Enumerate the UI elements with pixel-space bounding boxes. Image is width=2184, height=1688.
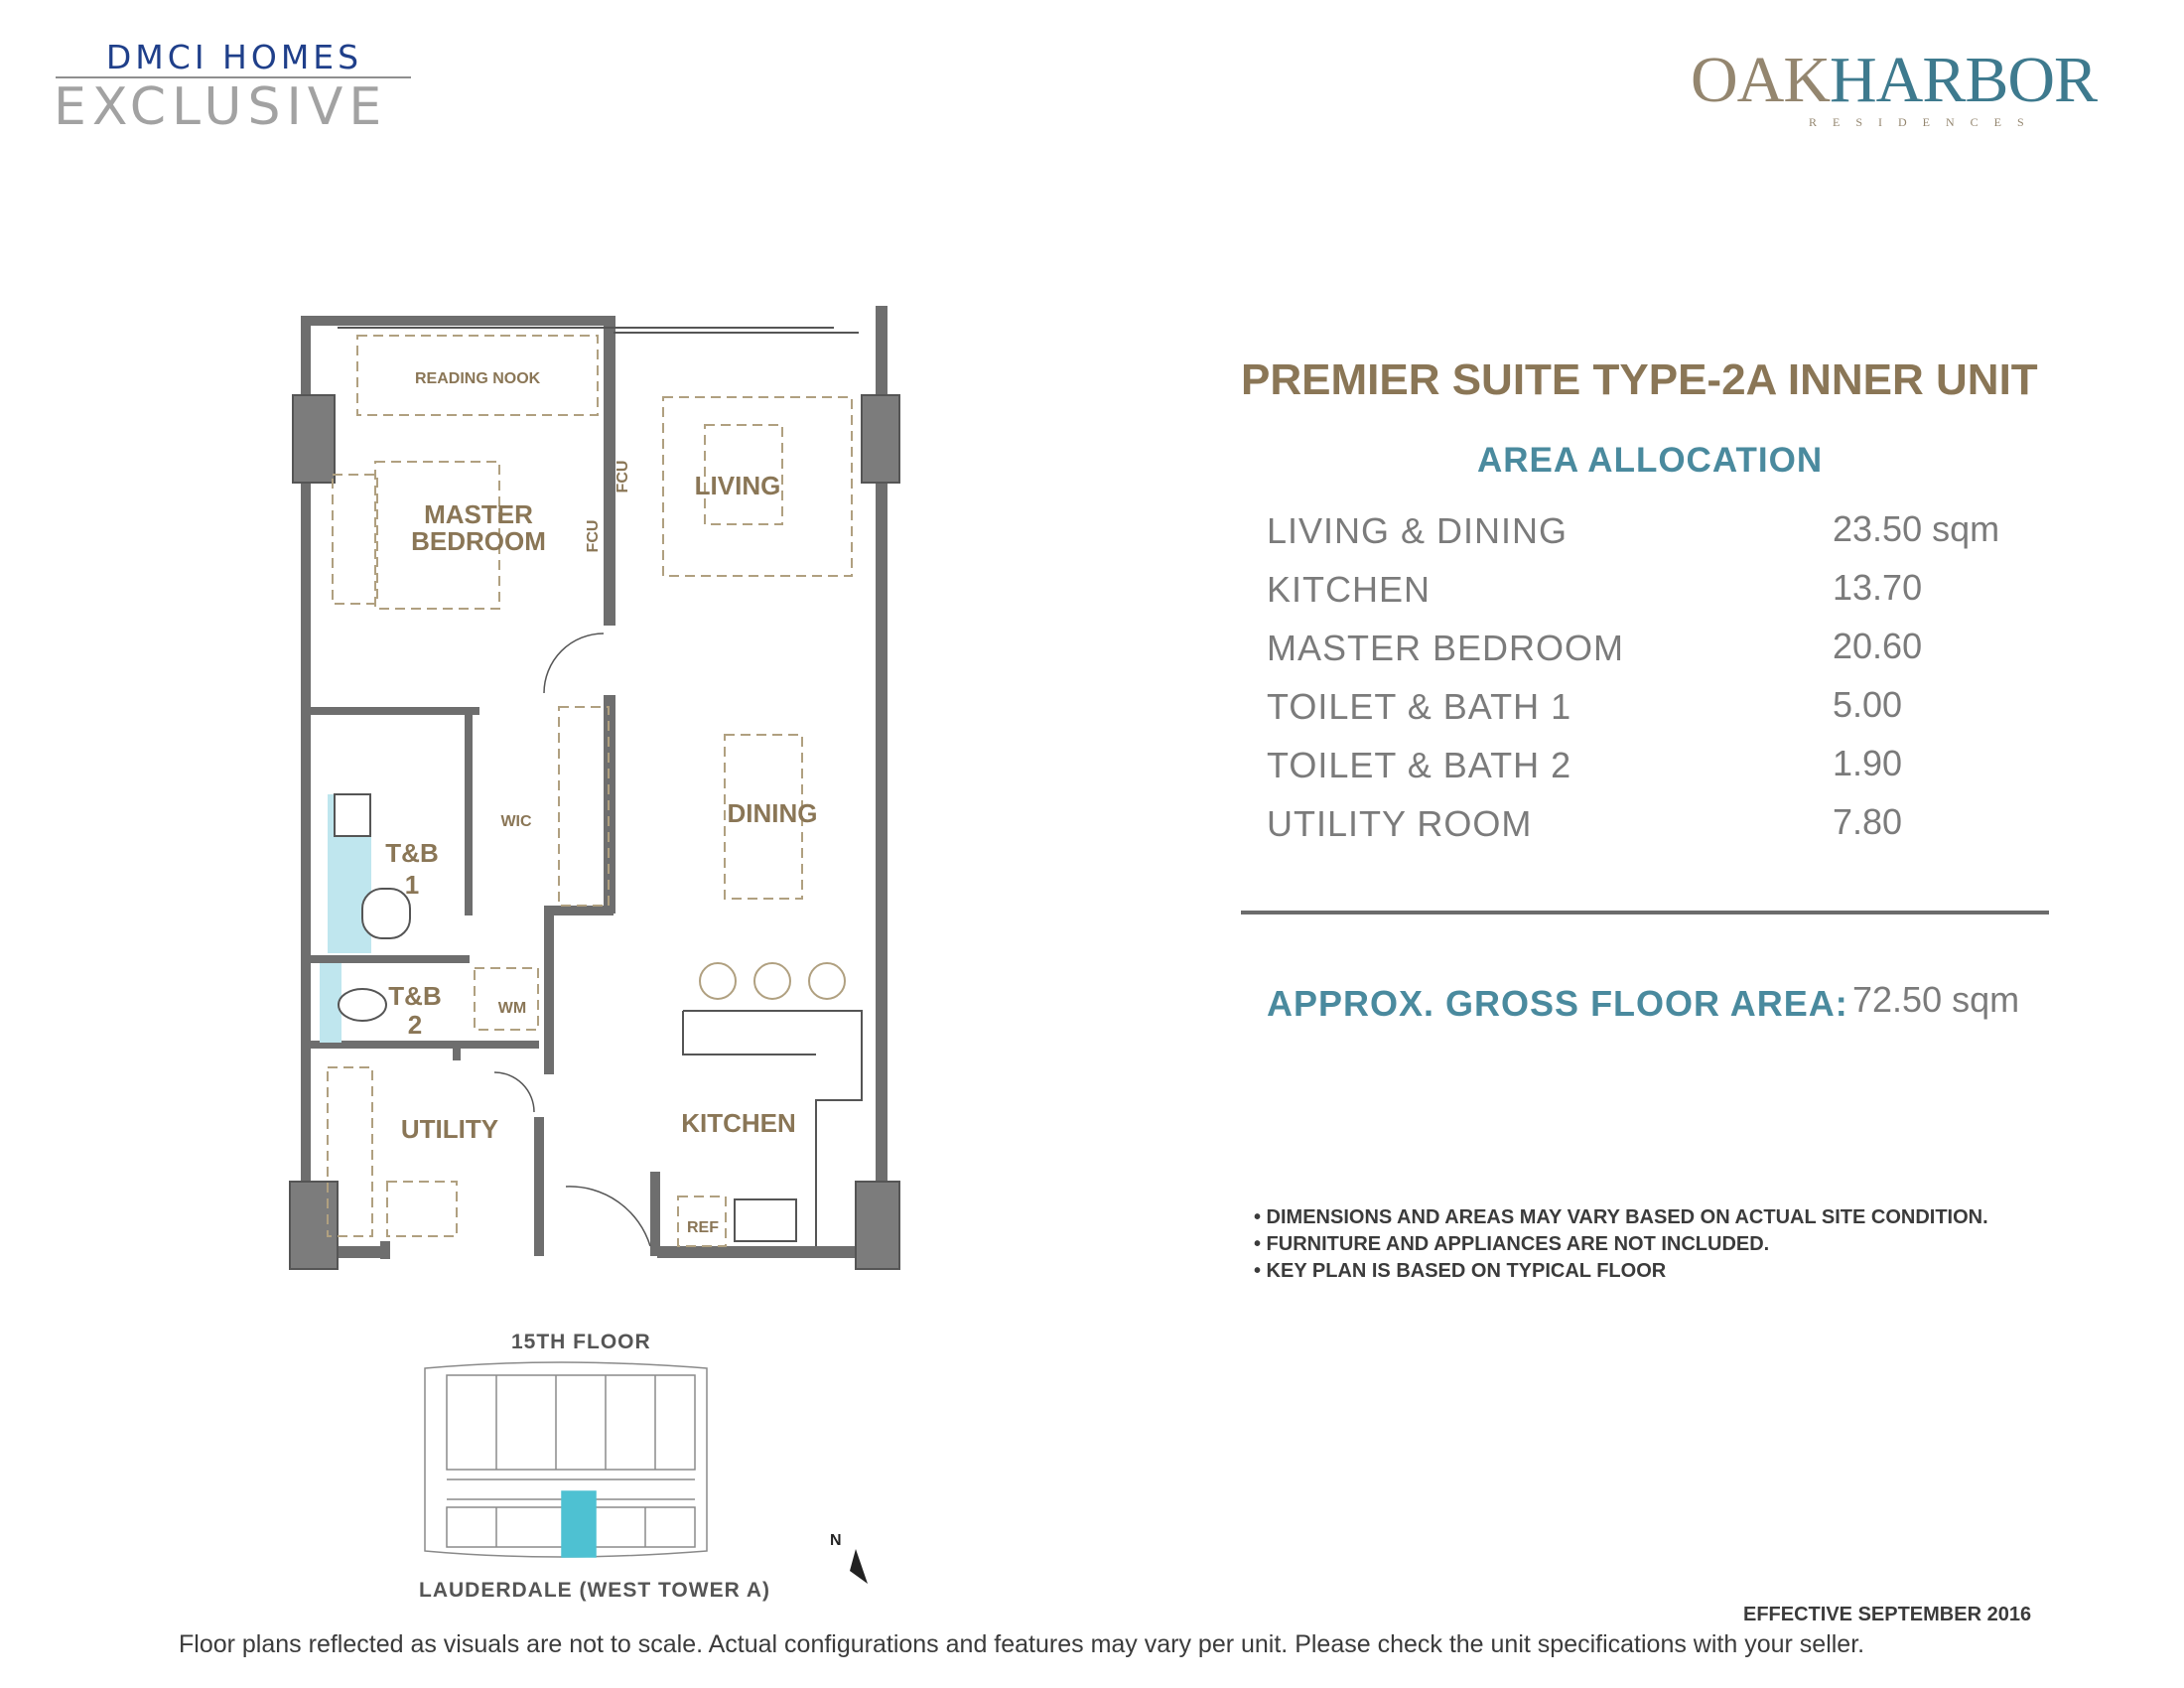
logo-part-1: OAK (1691, 44, 1830, 116)
living-label: LIVING (694, 471, 781, 500)
area-label: TOILET & BATH 2 (1267, 745, 1572, 785)
notes-list (1254, 1204, 1988, 1285)
gross-area-label: APPROX. GROSS FLOOR AREA: (1267, 983, 1848, 1024)
area-row (1267, 803, 2041, 862)
section-divider (1241, 911, 2049, 914)
bar-stools (700, 963, 845, 999)
logo-part-2: HARBOR (1830, 44, 2098, 116)
tb1-label-1: T&B (385, 838, 439, 868)
area-row (1267, 569, 2041, 628)
door-swings (494, 633, 650, 1246)
ref-label: REF (687, 1219, 719, 1236)
area-row (1267, 745, 2041, 803)
area-allocation-heading: AREA ALLOCATION (1477, 441, 1824, 480)
kitchen-label: KITCHEN (681, 1108, 796, 1138)
north-arrow-icon (830, 1532, 868, 1584)
tb2-label-2: 2 (407, 1010, 423, 1040)
keyplan-tower-label: LAUDERDALE (WEST TOWER A) (419, 1579, 770, 1602)
area-value: 1.90 (1833, 743, 1903, 783)
north-label: N (830, 1532, 842, 1549)
note-item: • FURNITURE AND APPLIANCES ARE NOT INCLUDED. (1254, 1233, 1770, 1255)
note-item: • DIMENSIONS AND AREAS MAY VARY BASED ON ACTUAL SITE CONDITION. (1254, 1206, 1988, 1228)
key-plan (425, 1362, 707, 1557)
keyplan-floor-label: 15TH FLOOR (511, 1331, 651, 1353)
area-label: KITCHEN (1267, 569, 1432, 610)
area-row (1267, 510, 2041, 569)
gross-area-value: 72.50 sqm (1852, 979, 2020, 1020)
utility-label: UTILITY (400, 1114, 499, 1144)
area-label: UTILITY ROOM (1267, 803, 1533, 844)
reading-nook-label: READING NOOK (415, 370, 541, 387)
fcu-label-1: FCU (585, 519, 602, 553)
tb1-label-2: 1 (404, 870, 420, 900)
area-row (1267, 686, 2041, 745)
area-value: 7.80 (1833, 801, 1903, 842)
area-row (1267, 628, 2041, 686)
area-label: LIVING & DINING (1267, 510, 1569, 551)
area-allocation-list (1267, 510, 2041, 862)
wm-label: WM (497, 1000, 527, 1017)
area-value: 23.50 sqm (1833, 508, 2000, 549)
dining-label: DINING (727, 798, 818, 828)
area-value: 20.60 (1833, 626, 1923, 666)
plan-walls (301, 306, 887, 1269)
area-label: TOILET & BATH 1 (1267, 686, 1572, 727)
master-bedroom-label-2: BEDROOM (411, 526, 546, 556)
master-bedroom-label-1: MASTER (424, 499, 533, 529)
wic-label: WIC (500, 813, 532, 830)
plan-windows (338, 328, 859, 333)
logo-subtitle: RESIDENCES (1809, 115, 2040, 129)
brand-line-2: EXCLUSIVE (54, 77, 388, 137)
area-value: 5.00 (1833, 684, 1903, 725)
effective-date: EFFECTIVE SEPTEMBER 2016 (1743, 1604, 2032, 1625)
tb2-label-1: T&B (388, 981, 442, 1011)
note-item: • KEY PLAN IS BASED ON TYPICAL FLOOR (1254, 1260, 1667, 1282)
brand-line-1: DMCI HOMES (105, 38, 363, 76)
unit-title: PREMIER SUITE TYPE-2A INNER UNIT (1241, 355, 2038, 404)
area-label: MASTER BEDROOM (1267, 628, 1625, 668)
fcu-label-2: FCU (614, 460, 631, 493)
disclaimer: Floor plans reflected as visuals are not to scale. Actual configurations and features may vary per unit. Please check the unit specifications with your seller. (179, 1630, 1865, 1658)
area-value: 13.70 (1833, 567, 1923, 608)
